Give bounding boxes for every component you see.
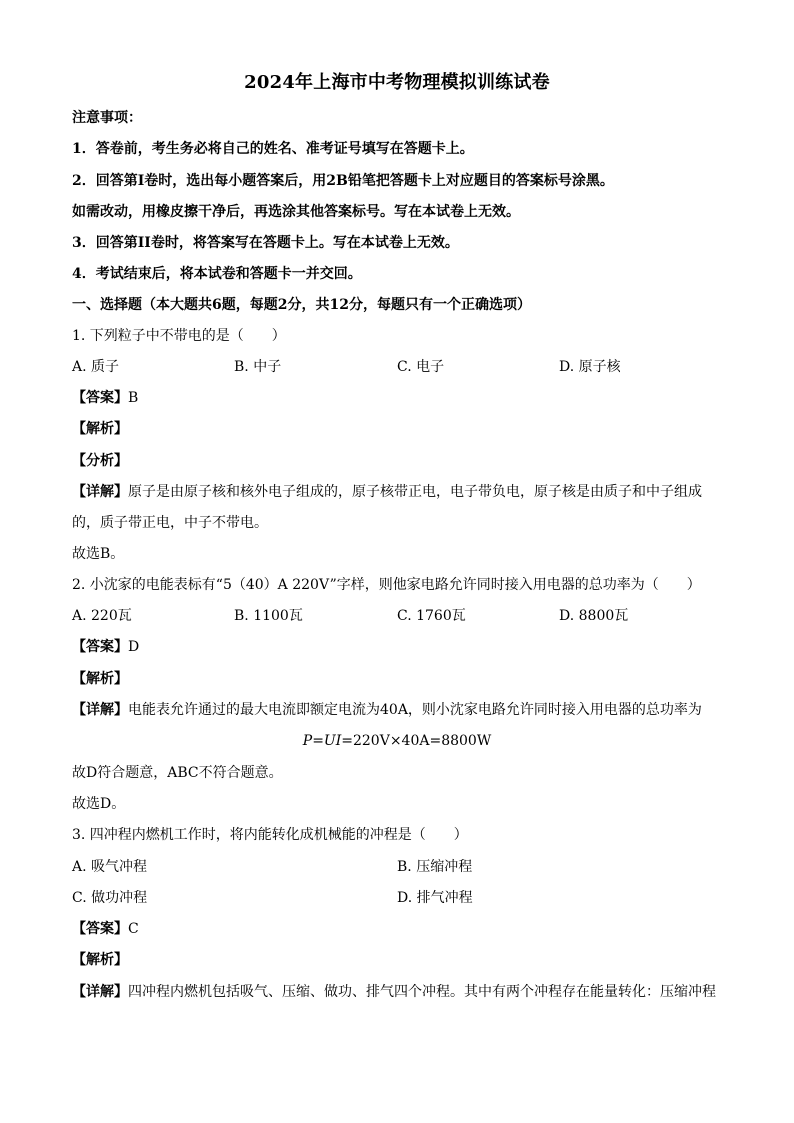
q1-detail-line-2: 的，质子带正电，中子不带电。 — [72, 515, 268, 531]
section-heading: 一、选择题（本大题共6题，每题2分，共12分，每题只有一个正确选项） — [72, 297, 531, 313]
notice-item-2: 2．回答第I卷时，选出每小题答案后，用2B铅笔把答题卡上对应题目的答案标号涂黑。 — [72, 173, 614, 189]
q2-detail-line-1 — [72, 701, 702, 719]
q1-answer-value: B — [128, 390, 139, 406]
notice-item-4: 4．考试结束后，将本试卷和答题卡一并交回。 — [72, 266, 362, 282]
q1-option-b: B. 中子 — [234, 359, 282, 375]
q3-stem: 3. 四冲程内燃机工作时，将内能转化成机械能的冲程是（ ） — [72, 827, 468, 843]
q3-answer — [72, 920, 139, 938]
q2-answer-tag: 【答案】 — [72, 639, 128, 655]
q2-formula-rest: =220V×40A=8800W — [341, 733, 492, 749]
q2-option-d: D. 8800瓦 — [559, 608, 629, 624]
q2-analysis-tag: 【解析】 — [72, 671, 128, 687]
q1-option-a: A. 质子 — [72, 359, 120, 375]
q2-option-b: B. 1100瓦 — [234, 608, 303, 624]
q1-answer — [72, 389, 138, 407]
q1-stem: 1. 下列粒子中不带电的是（ ） — [72, 328, 286, 344]
q2-formula-eq: = — [312, 733, 324, 749]
q3-analysis-tag: 【解析】 — [72, 952, 128, 968]
q2-answer-value: D — [128, 639, 140, 655]
q2-answer — [72, 638, 139, 656]
notice-item-3: 3．回答第II卷时，将答案写在答题卡上。写在本试卷上无效。 — [72, 235, 459, 251]
q1-detail-tag: 【详解】 — [72, 484, 128, 500]
q1-fenxi-tag: 【分析】 — [72, 453, 128, 469]
q1-detail-line-1 — [72, 483, 702, 501]
q2-option-a: A. 220瓦 — [72, 608, 132, 624]
q2-stem: 2. 小沈家的电能表标有“5（40）A 220V”字样，则他家电路允许同时接入用电器的总功率为（ ） — [72, 577, 701, 593]
page-title: 2024年上海市中考物理模拟训练试卷 — [244, 72, 550, 93]
q3-option-d: D. 排气冲程 — [397, 890, 473, 906]
q1-detail-text-1: 原子是由原子核和核外电子组成的，原子核带正电，电子带负电，原子核是由质子和中子组成 — [128, 484, 702, 500]
q3-detail-text-1: 四冲程内燃机包括吸气、压缩、做功、排气四个冲程。其中有两个冲程存在能量转化：压缩冲程 — [128, 984, 716, 1000]
q1-option-d: D. 原子核 — [559, 359, 621, 375]
q3-option-a: A. 吸气冲程 — [72, 859, 148, 875]
q2-conclusion: 故选D。 — [72, 796, 126, 812]
q1-conclusion: 故选B。 — [72, 546, 125, 562]
q2-detail-text-1: 电能表允许通过的最大电流即额定电流为40A，则小沈家电路允许同时接入用电器的总功率为 — [128, 702, 702, 718]
q2-detail-line-2: 故D符合题意，ABC不符合题意。 — [72, 765, 283, 781]
q2-formula-ui: UI — [323, 733, 342, 749]
q3-answer-value: C — [128, 921, 139, 937]
q3-detail-line-1 — [72, 983, 716, 1001]
q3-answer-tag: 【答案】 — [72, 921, 128, 937]
q1-analysis-tag: 【解析】 — [72, 421, 128, 437]
q2-detail-tag: 【详解】 — [72, 702, 128, 718]
notice-item-2-cont: 如需改动，用橡皮擦干净后，再选涂其他答案标号。写在本试卷上无效。 — [72, 204, 520, 220]
q3-option-b: B. 压缩冲程 — [397, 859, 473, 875]
q1-answer-tag: 【答案】 — [72, 390, 128, 406]
notice-item-1: 1．答卷前，考生务必将自己的姓名、准考证号填写在答题卡上。 — [72, 141, 474, 157]
q3-option-c: C. 做功冲程 — [72, 890, 148, 906]
q2-formula — [0, 732, 794, 750]
q1-option-c: C. 电子 — [397, 359, 445, 375]
q3-detail-tag: 【详解】 — [72, 984, 128, 1000]
q2-option-c: C. 1760瓦 — [397, 608, 466, 624]
notice-heading: 注意事项： — [72, 110, 142, 126]
q2-formula-p: P — [302, 733, 313, 749]
